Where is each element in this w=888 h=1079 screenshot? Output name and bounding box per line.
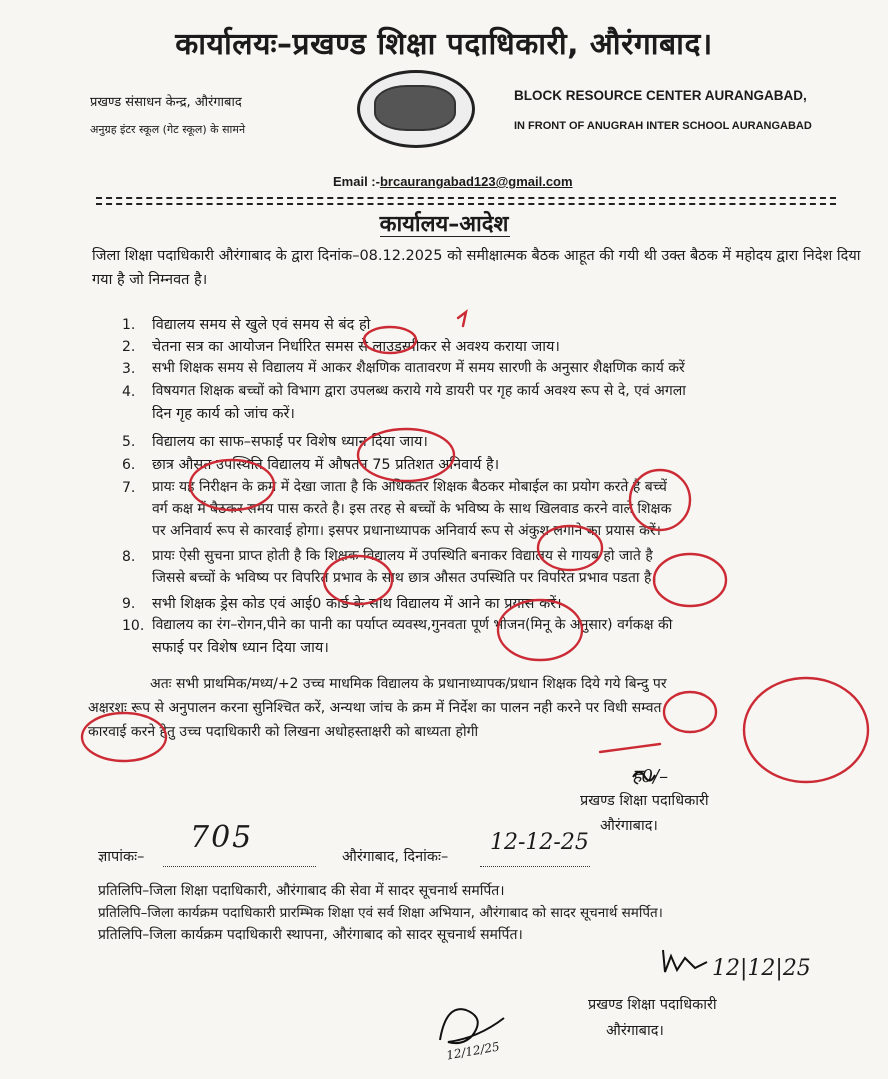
- red-circle-mark: [744, 678, 868, 782]
- red-circle-mark: [82, 713, 166, 761]
- handwritten-sign-date: 12|12|25: [712, 956, 811, 981]
- red-circle-mark: [324, 556, 392, 604]
- red-circle-mark: [654, 554, 726, 606]
- order-title: कार्यालय–आदेश: [379, 212, 509, 237]
- red-circle-mark: [498, 600, 582, 660]
- list-item: छात्र औसत उपस्थिति विद्यालय में औषतन 75 प्रतिशत अनिवार्य है।: [152, 457, 500, 473]
- list-item: सभी शिक्षक समय से विद्यालय में आकर शैक्षणिक वातावरण में समय सारणी के अनुसार शैक्षणिक कार्य करें: [152, 360, 685, 376]
- item-number: 10.: [122, 618, 145, 634]
- list-item: प्रायः ऐसी सुचना प्राप्त होती है कि शिक्षक विद्यालय में उपस्थिति बनाकर विद्यालय से गायब हो जाते है: [152, 548, 653, 564]
- email-label: Email :-: [333, 174, 380, 189]
- order-intro: जिला शिक्षा पदाधिकारी औरंगाबाद के द्वारा दिनांक–08.12.2025 को समीक्षात्मक बैठक आहूत की गयी थी उक्त बैठक में महोदय द्वारा निदेश दिया गया है जो निम्नवत है।: [92, 248, 861, 288]
- place-date-label: औरंगाबाद, दिनांकः–: [342, 849, 449, 865]
- english-address-line2: IN FRONT OF ANUGRAH INTER SCHOOL AURANGABAD: [514, 120, 812, 132]
- office-title: कार्यालयः–प्रखण्ड शिक्षा पदाधिकारी, औरंगाबाद।: [175, 27, 713, 62]
- list-item-continuation: जिससे बच्चों के भविष्य पर विपरित प्रभाव के साथ छात्र औसत उपस्थिति पर विपरित प्रभाव पडता है।: [152, 570, 657, 586]
- red-circle-mark: [364, 327, 416, 353]
- list-item: विषयगत शिक्षक बच्चों को विभाग द्वारा उपलब्ध कराये गये डायरी पर गृह कार्य अवश्य रूप से दे, एवं अगला: [152, 383, 686, 399]
- red-circle-mark: [664, 692, 716, 732]
- closing-line: कारवाई करने हेतु उच्च पदाधिकारी को लिखना अधोहस्ताक्षरी को बाध्यता होगी: [88, 724, 479, 740]
- list-item: चेतना सत्र का आयोजन निर्धारित समस से लाउडस्पीकर से अवश्य कराया जाय।: [152, 339, 560, 355]
- list-item: विद्यालय समय से खुले एवं समय से बंद हो: [152, 317, 371, 333]
- item-number: 7.: [122, 480, 136, 496]
- red-circle-mark: [630, 470, 690, 530]
- item-number: 8.: [122, 549, 136, 565]
- list-item-continuation: पर अनिवार्य रूप से कारवाई होगा। इसपर प्रधानाध्यापक अनिवार्य रूप से अंकुश लगाने का प्रयास करें।: [152, 523, 661, 539]
- copy-line: प्रतिलिपि–जिला कार्यक्रम पदाधिकारी प्रारम्भिक शिक्षा एवं सर्व शिक्षा अभियान, औरंगाबाद को सादर सूचनार्थ समर्पित।: [98, 905, 663, 921]
- item-number: 9.: [122, 596, 136, 612]
- red-tick-mark: [458, 312, 466, 326]
- list-item-continuation: सफाई पर विशेष ध्यान दिया जाय।: [152, 640, 329, 656]
- red-circle-mark: [190, 460, 274, 510]
- memo-date: 12-12-25: [490, 830, 589, 855]
- memo-label: ज्ञापांकः–: [98, 849, 145, 865]
- list-item: विद्यालय का रंग–रोगन,पीने का पानी का पर्याप्त व्यवस्थ,गुनवता पूर्ण भोजन(मिनू के अनुसार) वर्गकक्ष की: [152, 617, 673, 633]
- memo-number: 705: [190, 820, 254, 855]
- red-circle-mark: [358, 429, 454, 481]
- item-number: 2.: [122, 339, 136, 355]
- list-item: सभी शिक्षक ड्रेस कोड एवं आई0 कार्ड के साथ विद्यालय में आने का प्रयास करें।: [152, 596, 562, 612]
- red-circle-mark: [538, 526, 602, 570]
- closing-line: अतः सभी प्राथमिक/मध्य/+2 उच्च माधमिक विद्यालय के प्रधानाध्यापक/प्रधान शिक्षक दिये गये बिन्दु पर: [150, 676, 667, 692]
- signatory-place-2: औरंगाबाद।: [606, 1023, 664, 1039]
- copy-line: प्रतिलिपि–जिला कार्यक्रम पदाधिकारी स्थापना, औरंगाबाद को सादर सूचनार्थ समर्पित।: [98, 927, 523, 943]
- email-address[interactable]: brcaurangabad123@gmail.com: [379, 174, 573, 189]
- stamp-sign-date: 12/12/25: [445, 1039, 501, 1063]
- list-item-continuation: वर्ग कक्ष में बैठकर समय पास करते है। इस तरह से बच्चों के भविष्य के साथ खिलवाड करने वाले शिक्षक: [152, 501, 672, 517]
- signatory-title-2: प्रखण्ड शिक्षा पदाधिकारी: [588, 997, 717, 1013]
- item-number: 1.: [122, 317, 136, 333]
- list-item-continuation: दिन गृह कार्य को जांच करें।: [152, 406, 295, 422]
- hindi-address-line1: प्रखण्ड संसाधन केन्द्र, औरंगाबाद: [90, 95, 242, 110]
- signatory-place: औरंगाबाद।: [600, 818, 658, 834]
- list-item: प्रायः यह निरीक्षन के क्रम में देखा जाता है कि अधिकतर शिक्षक बैठकर मोबाईल का प्रयोग करते है बच्चें: [152, 479, 667, 495]
- closing-line: अक्षरशः रूप से अनुपालन करना सुनिश्चित करें, अन्यथा जांच के क्रम में निर्देश का पालन नही करने पर विधी सम्वत: [88, 700, 662, 716]
- red-dash-mark: [600, 744, 660, 752]
- hindi-address-line2: अनुग्रह इंटर स्कूल (गेट स्कूल) के सामने: [90, 123, 246, 136]
- item-number: 5.: [122, 434, 136, 450]
- item-number: 6.: [122, 457, 136, 473]
- signatory-title: प्रखण्ड शिक्षा पदाधिकारी: [580, 793, 709, 809]
- list-item: विद्यालय का साफ–सफाई पर विशेष ध्यान दिया जाय।: [152, 434, 428, 450]
- item-number: 3.: [122, 361, 136, 377]
- item-number: 4.: [122, 384, 136, 400]
- signature-mark: ह0/–: [632, 766, 669, 787]
- english-address-line1: BLOCK RESOURCE CENTER AURANGABAD,: [514, 88, 807, 103]
- copy-line: प्रतिलिपि–जिला शिक्षा पदाधिकारी, औरंगाबाद की सेवा में सादर सूचनार्थ समर्पित।: [98, 883, 505, 899]
